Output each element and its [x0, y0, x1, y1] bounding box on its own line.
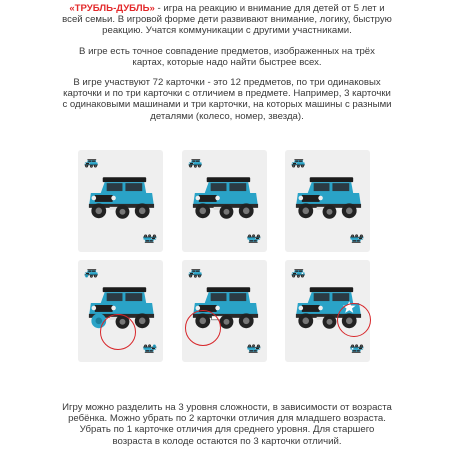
- mini-car-icon: [142, 237, 158, 247]
- card-identical-1: [78, 150, 163, 252]
- intro-paragraph: [62, 3, 392, 37]
- mini-car-icon: [83, 265, 99, 275]
- mini-car-icon: [187, 265, 203, 275]
- brand-name: «ТРУБЛЬ-ДУБЛЬ»: [69, 3, 155, 14]
- car-illustration: [288, 171, 367, 221]
- levels-paragraph: Игру можно разделить на 3 уровня сложности, в зависимости от возраста ребёнка. Можно убрать по 2 карточки отличия для младшего возраста. Убрать по 1 карточке отличия для среднего уровня. Для старшего возраста в колоде остаются по 3 карточки отличий.: [62, 402, 392, 447]
- mini-car-icon: [349, 347, 365, 357]
- mini-car-icon: [187, 155, 203, 165]
- mini-car-icon: [246, 237, 262, 247]
- difference-highlight-ring: [185, 310, 221, 346]
- difference-highlight-ring: [337, 303, 371, 337]
- mini-car-icon: [290, 265, 306, 275]
- car-illustration: [81, 171, 160, 221]
- card-identical-3: [285, 150, 370, 252]
- mini-car-icon: [349, 237, 365, 247]
- mini-car-icon: [83, 155, 99, 165]
- intro-text: - игра на реакцию и внимание для детей от 5 лет и всей семьи. В игровой форме дети развивают внимание, логику, быструю реакцию. Учатся коммуникации с другими участниками.: [62, 3, 392, 37]
- mini-car-icon: [290, 155, 306, 165]
- match-paragraph: В игре есть точное совпадение предметов, изображенных на трёх картах, которые надо найти быстрее всех.: [79, 46, 375, 69]
- card-diff-plate: [182, 260, 267, 362]
- card-diff-star: [285, 260, 370, 362]
- mini-car-icon: [246, 347, 262, 357]
- composition-paragraph: В игре участвуют 72 карточки - это 12 предметов, по три одинаковых карточки и по три карточки с отличием в предмете. Например, 3 карточки с одинаковыми машинами и три карточки, на которых машины с разными деталями (колесо, номер, звезда).: [62, 77, 392, 122]
- difference-highlight-ring: [100, 314, 136, 350]
- card-diff-wheel: [78, 260, 163, 362]
- car-illustration: [185, 171, 264, 221]
- mini-car-icon: [142, 347, 158, 357]
- card-identical-2: [182, 150, 267, 252]
